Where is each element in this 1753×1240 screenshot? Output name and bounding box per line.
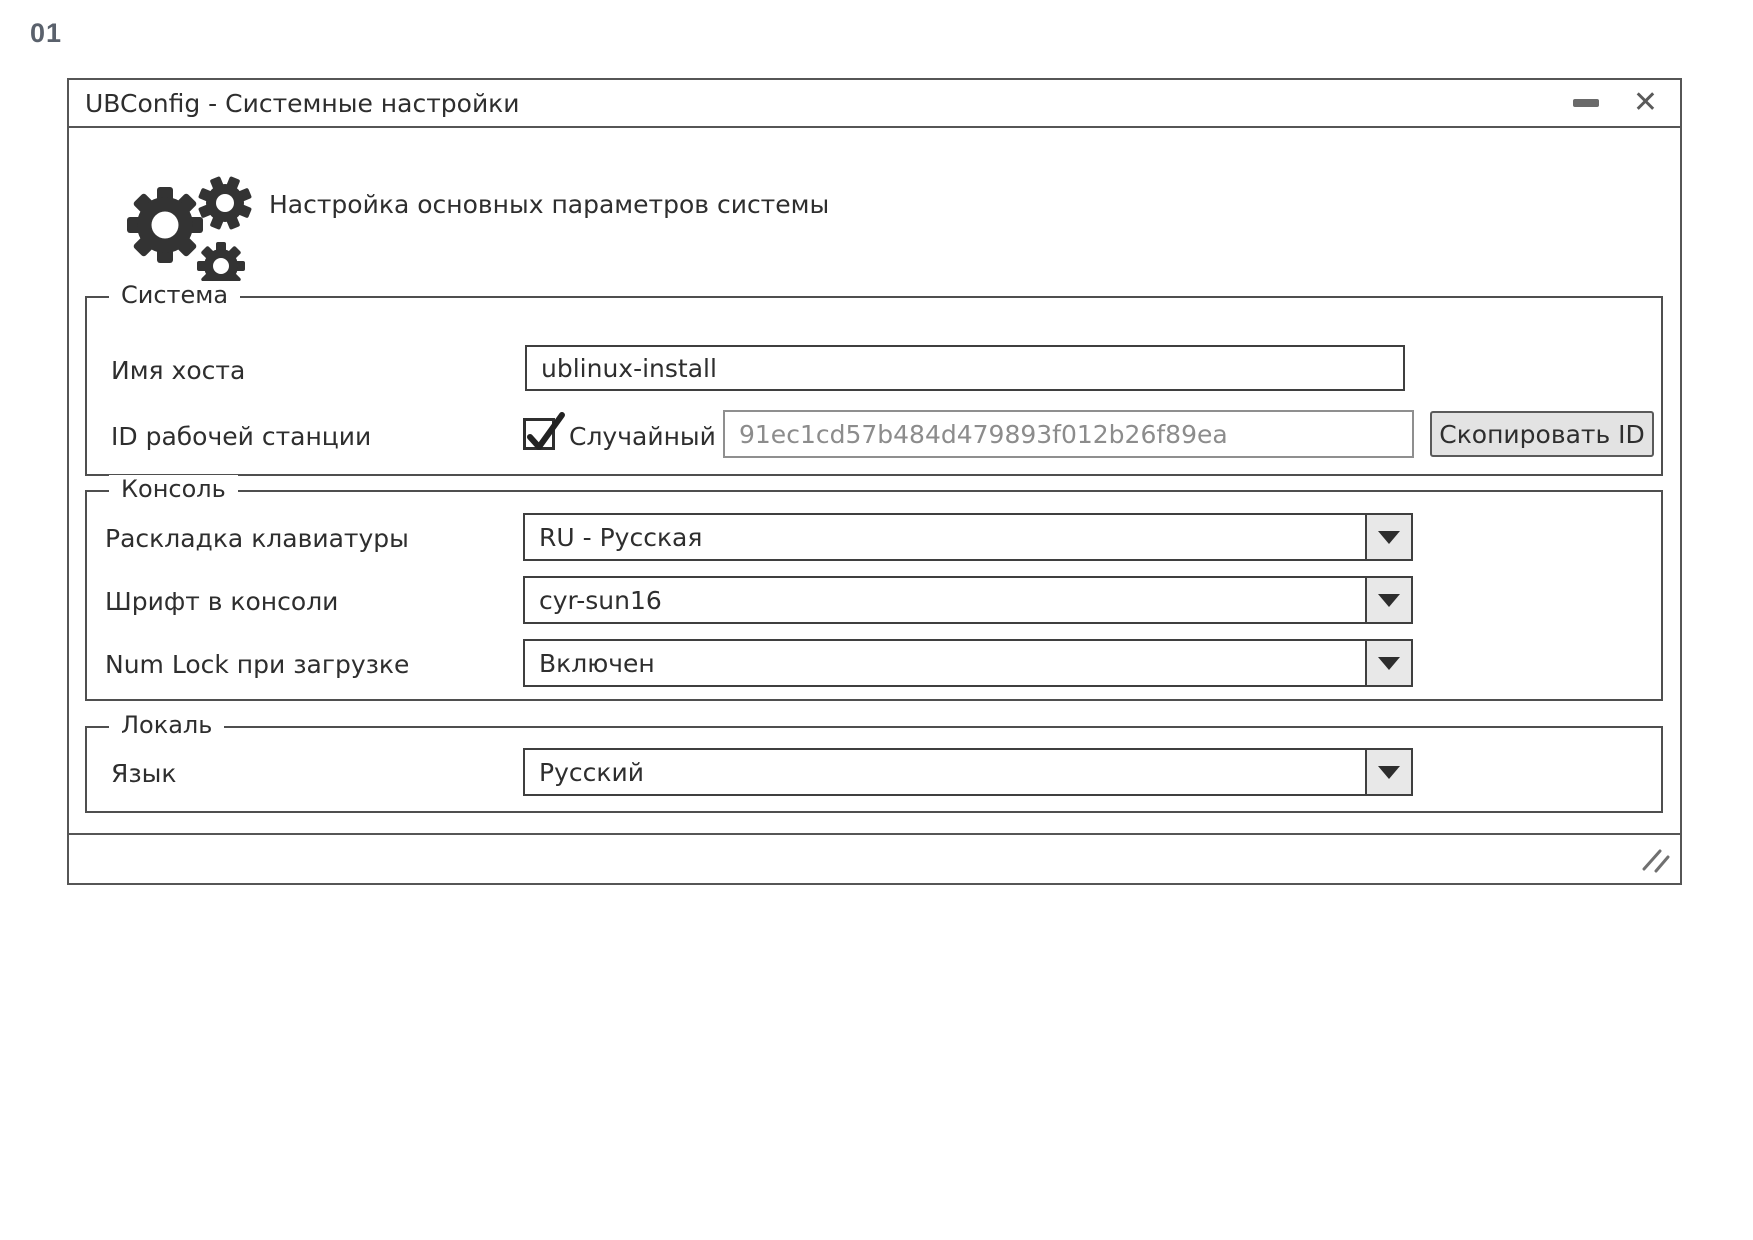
random-id-checkbox[interactable] bbox=[523, 418, 555, 450]
keyboard-layout-dropdown[interactable] bbox=[523, 513, 1413, 561]
resize-grip-icon[interactable] bbox=[1642, 848, 1672, 874]
window-controls bbox=[1573, 85, 1658, 120]
check-icon bbox=[524, 407, 568, 455]
close-icon[interactable]: ✕ bbox=[1632, 85, 1658, 120]
console-font-value: cyr-sun16 bbox=[539, 585, 662, 615]
ubconfig-window bbox=[67, 78, 1682, 885]
status-bar bbox=[69, 833, 1680, 881]
window-content bbox=[69, 128, 1680, 881]
console-font-dropdown[interactable] bbox=[523, 576, 1413, 624]
random-id-checkbox-label[interactable]: Случайный bbox=[569, 422, 716, 451]
fieldset-locale-legend: Локаль bbox=[109, 711, 224, 739]
keyboard-layout-value: RU - Русская bbox=[539, 522, 703, 552]
workstation-id-input[interactable] bbox=[723, 410, 1414, 458]
page-number-label: 01 bbox=[30, 18, 63, 48]
chevron-down-icon[interactable] bbox=[1365, 515, 1411, 559]
window-titlebar bbox=[69, 80, 1680, 128]
keyboard-layout-label: Раскладка клавиатуры bbox=[105, 524, 409, 553]
language-label: Язык bbox=[111, 759, 177, 788]
chevron-down-icon[interactable] bbox=[1365, 641, 1411, 685]
numlock-dropdown[interactable] bbox=[523, 639, 1413, 687]
hostname-input[interactable] bbox=[525, 345, 1405, 391]
console-font-label: Шрифт в консоли bbox=[105, 587, 339, 616]
window-title: UBConfig - Системные настройки bbox=[85, 88, 520, 118]
minimize-icon[interactable] bbox=[1573, 99, 1599, 107]
window-subtitle: Настройка основных параметров системы bbox=[269, 190, 830, 219]
fieldset-system-legend: Система bbox=[109, 281, 240, 309]
language-dropdown[interactable] bbox=[523, 748, 1413, 796]
numlock-label: Num Lock при загрузке bbox=[105, 650, 410, 679]
gears-icon bbox=[107, 153, 257, 283]
numlock-value: Включен bbox=[539, 648, 655, 678]
chevron-down-icon[interactable] bbox=[1365, 750, 1411, 794]
hostname-label: Имя хоста bbox=[111, 356, 246, 385]
copy-id-button[interactable]: Скопировать ID bbox=[1430, 411, 1654, 457]
language-value: Русский bbox=[539, 757, 644, 787]
chevron-down-icon[interactable] bbox=[1365, 578, 1411, 622]
fieldset-console-legend: Консоль bbox=[109, 475, 238, 503]
workstation-id-label: ID рабочей станции bbox=[111, 422, 372, 451]
